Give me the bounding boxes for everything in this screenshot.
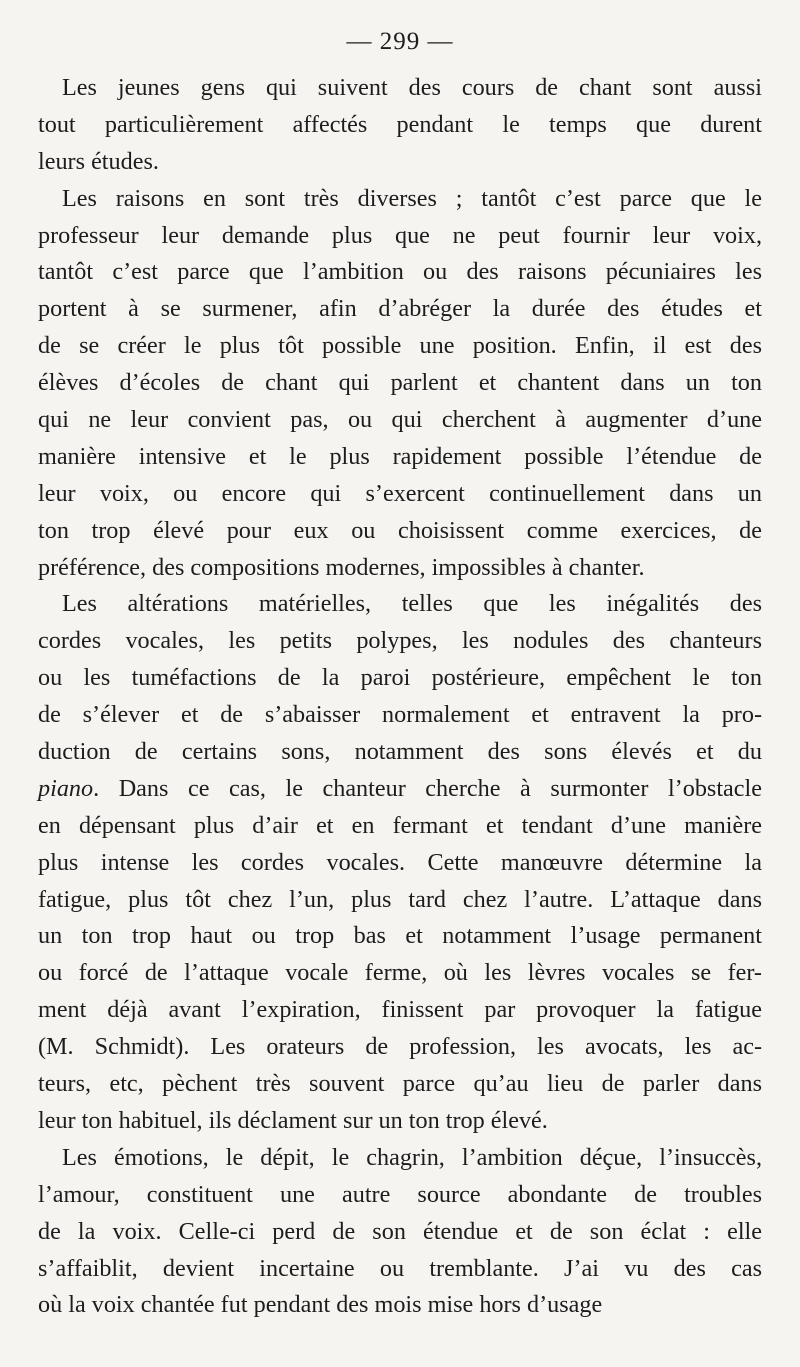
text-line: ton trop élevé pour eux ou choisissent comme exercices, de — [38, 516, 762, 544]
text-line: Les raisons en sont très diverses ; tantôt c’est parce que le — [62, 184, 762, 212]
text-line: leur voix, ou encore qui s’exercent continuellement dans un — [38, 479, 762, 507]
paragraph — [38, 181, 762, 587]
text-line: duction de certains sons, notamment des sons élevés et du — [38, 738, 762, 766]
text-line: manière intensive et le plus rapidement possible l’étendue de — [38, 442, 762, 470]
text-line: ment déjà avant l’expiration, finissent par provoquer la fatigue — [38, 996, 762, 1024]
text-line: en dépensant plus d’air et en fermant et tendant d’une manière — [38, 811, 762, 839]
paragraph — [38, 70, 762, 181]
text-line: de la voix. Celle-ci perd de son étendue et de son éclat : elle — [38, 1217, 762, 1245]
text-line: leur ton habituel, ils déclament sur un ton trop élevé. — [38, 1106, 548, 1134]
page-number: — 299 — — [346, 28, 454, 55]
text-line: fatigue, plus tôt chez l’un, plus tard chez l’autre. L’attaque dans — [38, 885, 762, 913]
text-line: teurs, etc, pèchent très souvent parce qu’au lieu de parler dans — [38, 1070, 762, 1098]
text-line: (M. Schmidt). Les orateurs de profession, les avocats, les ac- — [38, 1033, 762, 1061]
text-line: Les altérations matérielles, telles que les inégalités des — [62, 590, 762, 618]
text-line: professeur leur demande plus que ne peut fournir leur voix, — [38, 221, 762, 249]
paragraph — [38, 1140, 762, 1324]
text-line: préférence, des compositions modernes, impossibles à chanter. — [38, 553, 645, 581]
text-line: qui ne leur convient pas, ou qui cherchent à augmenter d’une — [38, 406, 762, 434]
text-line: où la voix chantée fut pendant des mois mise hors d’usage — [38, 1291, 603, 1319]
text-line: l’amour, constituent une autre source abondante de troubles — [38, 1180, 762, 1208]
text-line: leurs études. — [38, 147, 159, 175]
text-line: un ton trop haut ou trop bas et notamment l’usage permanent — [38, 922, 762, 950]
text-line: Les émotions, le dépit, le chagrin, l’ambition déçue, l’insuccès, — [62, 1143, 762, 1171]
text-line: de s’élever et de s’abaisser normalement et entravent la pro- — [38, 701, 762, 729]
italic-word: piano — [38, 774, 94, 802]
text-line: ou forcé de l’attaque vocale ferme, où les lèvres vocales se fer- — [38, 959, 762, 987]
text-line: s’affaiblit, devient incertaine ou tremblante. J’ai vu des cas — [38, 1254, 762, 1282]
paragraph — [38, 586, 762, 1139]
body-text — [38, 70, 762, 1324]
text-line: tantôt c’est parce que l’ambition ou des raisons pécuniaires les — [38, 258, 762, 286]
text-line: ou les tuméfactions de la paroi postérieure, empêchent le ton — [38, 664, 762, 692]
text-line: tout particulièrement affectés pendant le temps que durent — [38, 110, 762, 138]
text-line: de se créer le plus tôt possible une position. Enfin, il est des — [38, 332, 762, 360]
text-line: plus intense les cordes vocales. Cette manœuvre détermine la — [38, 848, 762, 876]
text-line: Les jeunes gens qui suivent des cours de chant sont aussi — [62, 74, 762, 101]
text-line: élèves d’écoles de chant qui parlent et chantent dans un ton — [38, 369, 762, 397]
text-line: piano. Dans ce cas, le chanteur cherche à surmonter l’obstacle — [38, 774, 762, 802]
text-line: portent à se surmener, afin d’abréger la durée des études et — [38, 295, 762, 323]
text-line: cordes vocales, les petits polypes, les nodules des chanteurs — [38, 627, 762, 655]
